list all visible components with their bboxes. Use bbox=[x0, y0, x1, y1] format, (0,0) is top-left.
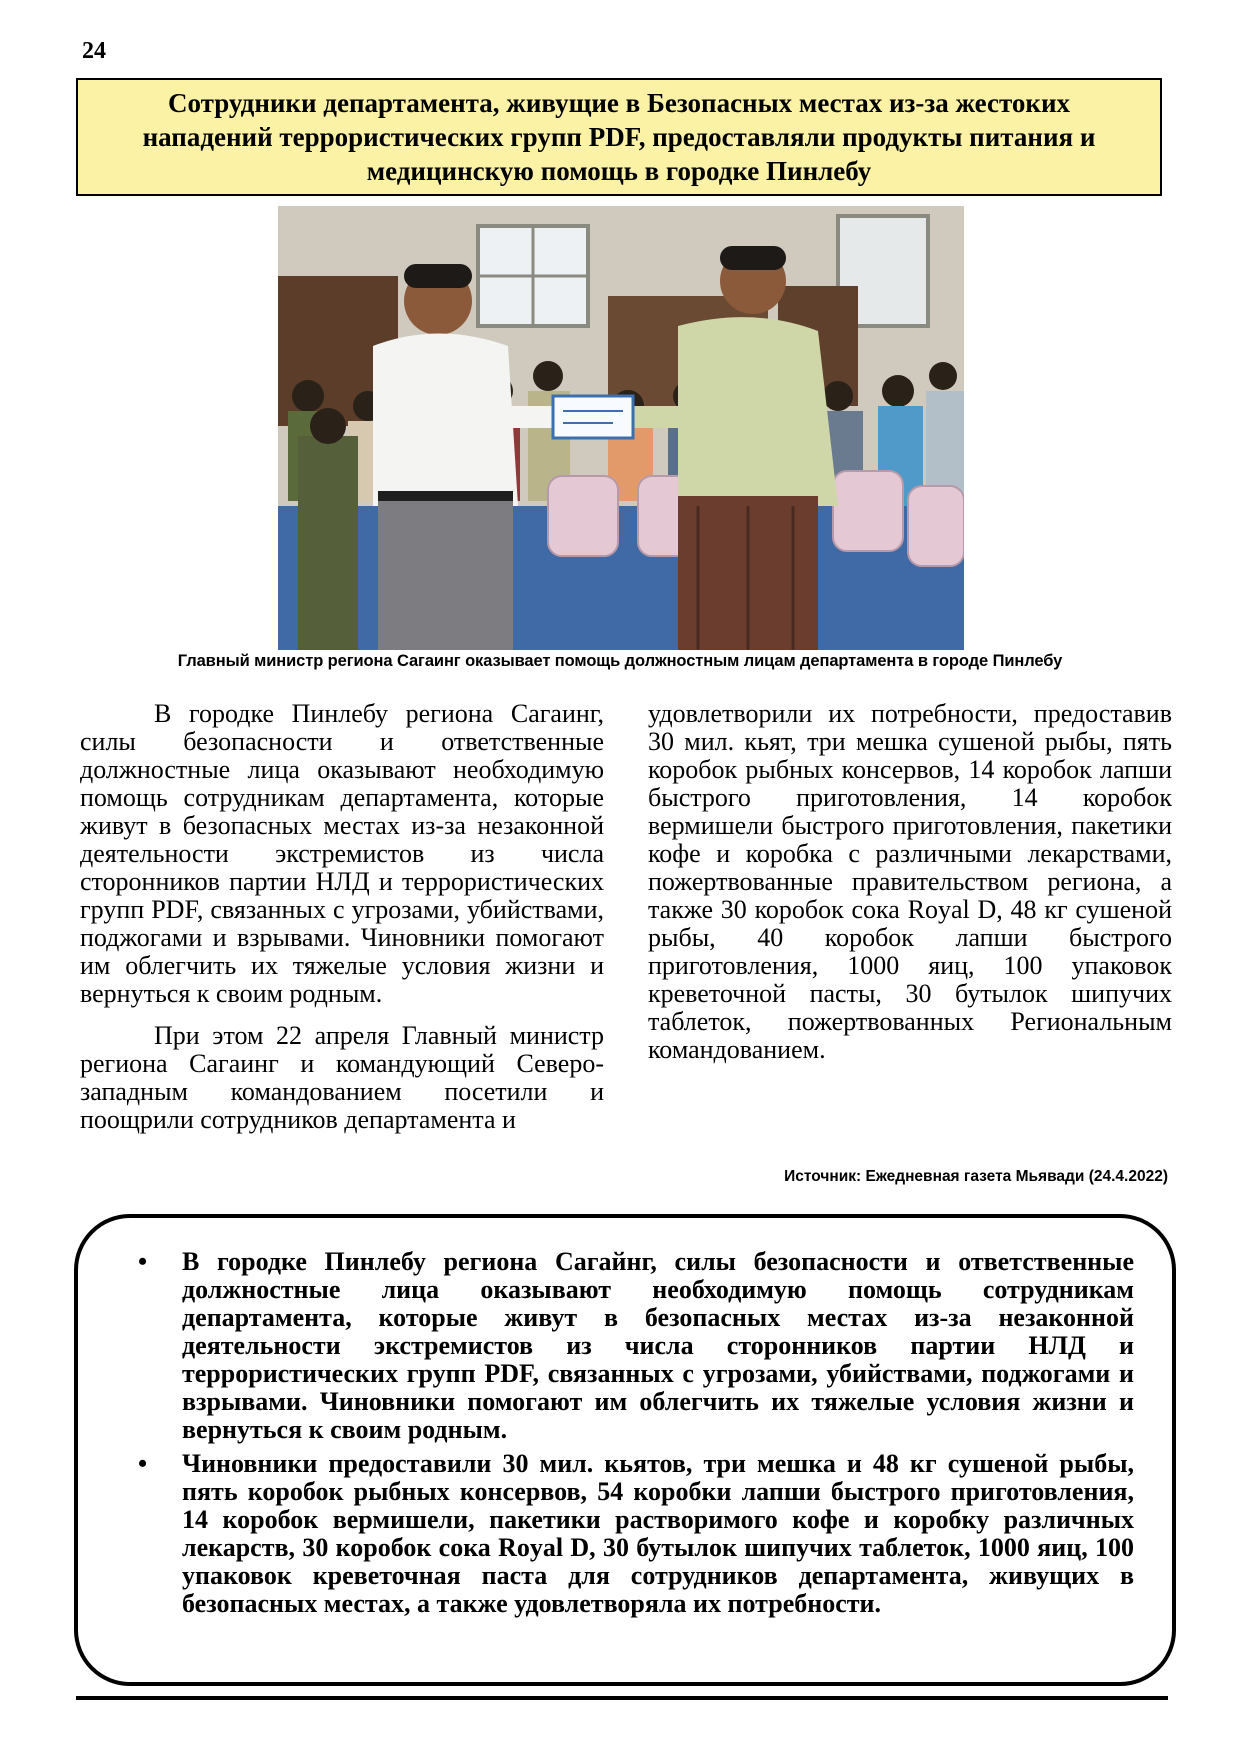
article-paragraph: При этом 22 апреля Главный министр региона Сагаинг и командующий Северо-западным командованием посетили и поощрили сотрудников департамента и bbox=[80, 1021, 604, 1134]
headline: Сотрудники департамента, живущие в Безопасных местах из-за жестоких нападений террористических групп PDF, предоставляли продукты питания и медицинскую помощь в городке Пинлебу bbox=[142, 88, 1096, 186]
source-citation: Источник: Ежедневная газета Мьявади (24.4.2022) bbox=[784, 1168, 1168, 1185]
bullet-icon: • bbox=[138, 1449, 148, 1478]
summary-item bbox=[112, 1248, 1134, 1444]
article-body bbox=[80, 700, 1172, 1208]
photo-illustration bbox=[278, 206, 964, 650]
summary-box bbox=[74, 1214, 1176, 1686]
summary-item-text: В городке Пинлебу региона Сагайнг, силы безопасности и ответственные должностные лица оказывают необходимую помощь сотрудникам департамента, которые живут в безопасных местах из-за незаконной деятельности экстремистов из числа сторонников партии НЛД и террористических групп PDF, связанных с угрозами, убийствами, поджогами и взрывами. Чиновники помогают им облегчить их тяжелые условия жизни и вернуться к своим родным. bbox=[182, 1247, 1134, 1444]
article-left-column bbox=[80, 700, 604, 1208]
page-number: 24 bbox=[82, 38, 106, 64]
bottom-divider bbox=[76, 1696, 1168, 1700]
article-right-column bbox=[648, 700, 1172, 1208]
photo-caption: Главный министр региона Сагаинг оказывает помощь должностным лицам департамента в городе Пинлебу bbox=[177, 652, 1063, 670]
summary-list bbox=[112, 1248, 1134, 1618]
article-paragraph: В городке Пинлебу региона Сагаинг, силы безопасности и ответственные должностные лица оказывают необходимую помощь сотрудникам департамента, которые живут в безопасных местах из-за незаконной деятельности экстремистов из числа сторонников партии НЛД и террористических групп PDF, связанных с угрозами, убийствами, поджогами и взрывами. Чиновники помогают им облегчить их тяжелые условия жизни и вернуться к своим родным. bbox=[80, 699, 604, 1008]
article-paragraph: удовлетворили их потребности, предоставив 30 мил. кьят, три мешка сушеной рыбы, пять коробок рыбных консервов, 14 коробок лапши быстрого приготовления, 14 коробок вермишели быстрого приготовления, пакетики кофе и коробка с различными лекарствами, пожертвованные правительством региона, а также 30 коробок сока Royal D, 48 кг сушеной рыбы, 40 коробок лапши быстрого приготовления, 1000 яиц, 100 упаковок креветочной пасты, 30 бутылок шипучих таблеток, пожертвованных Региональным командованием. bbox=[648, 699, 1172, 1064]
bullet-icon: • bbox=[138, 1247, 148, 1276]
news-photo bbox=[278, 206, 964, 650]
summary-item-text: Чиновники предоставили 30 мил. кьятов, три мешка и 48 кг сушеной рыбы, пять коробок рыбных консервов, 54 коробки лапши быстрого приготовления, 14 коробок вермишели, пакетики растворимого кофе и коробку различных лекарств, 30 коробок сока Royal D, 30 бутылок шипучих таблеток, 1000 яиц, 100 упаковок креветочная паста для сотрудников департамента, живущих в безопасных местах, а также удовлетворяла их потребности. bbox=[182, 1449, 1134, 1618]
headline-box bbox=[76, 78, 1162, 196]
summary-item bbox=[112, 1450, 1134, 1618]
